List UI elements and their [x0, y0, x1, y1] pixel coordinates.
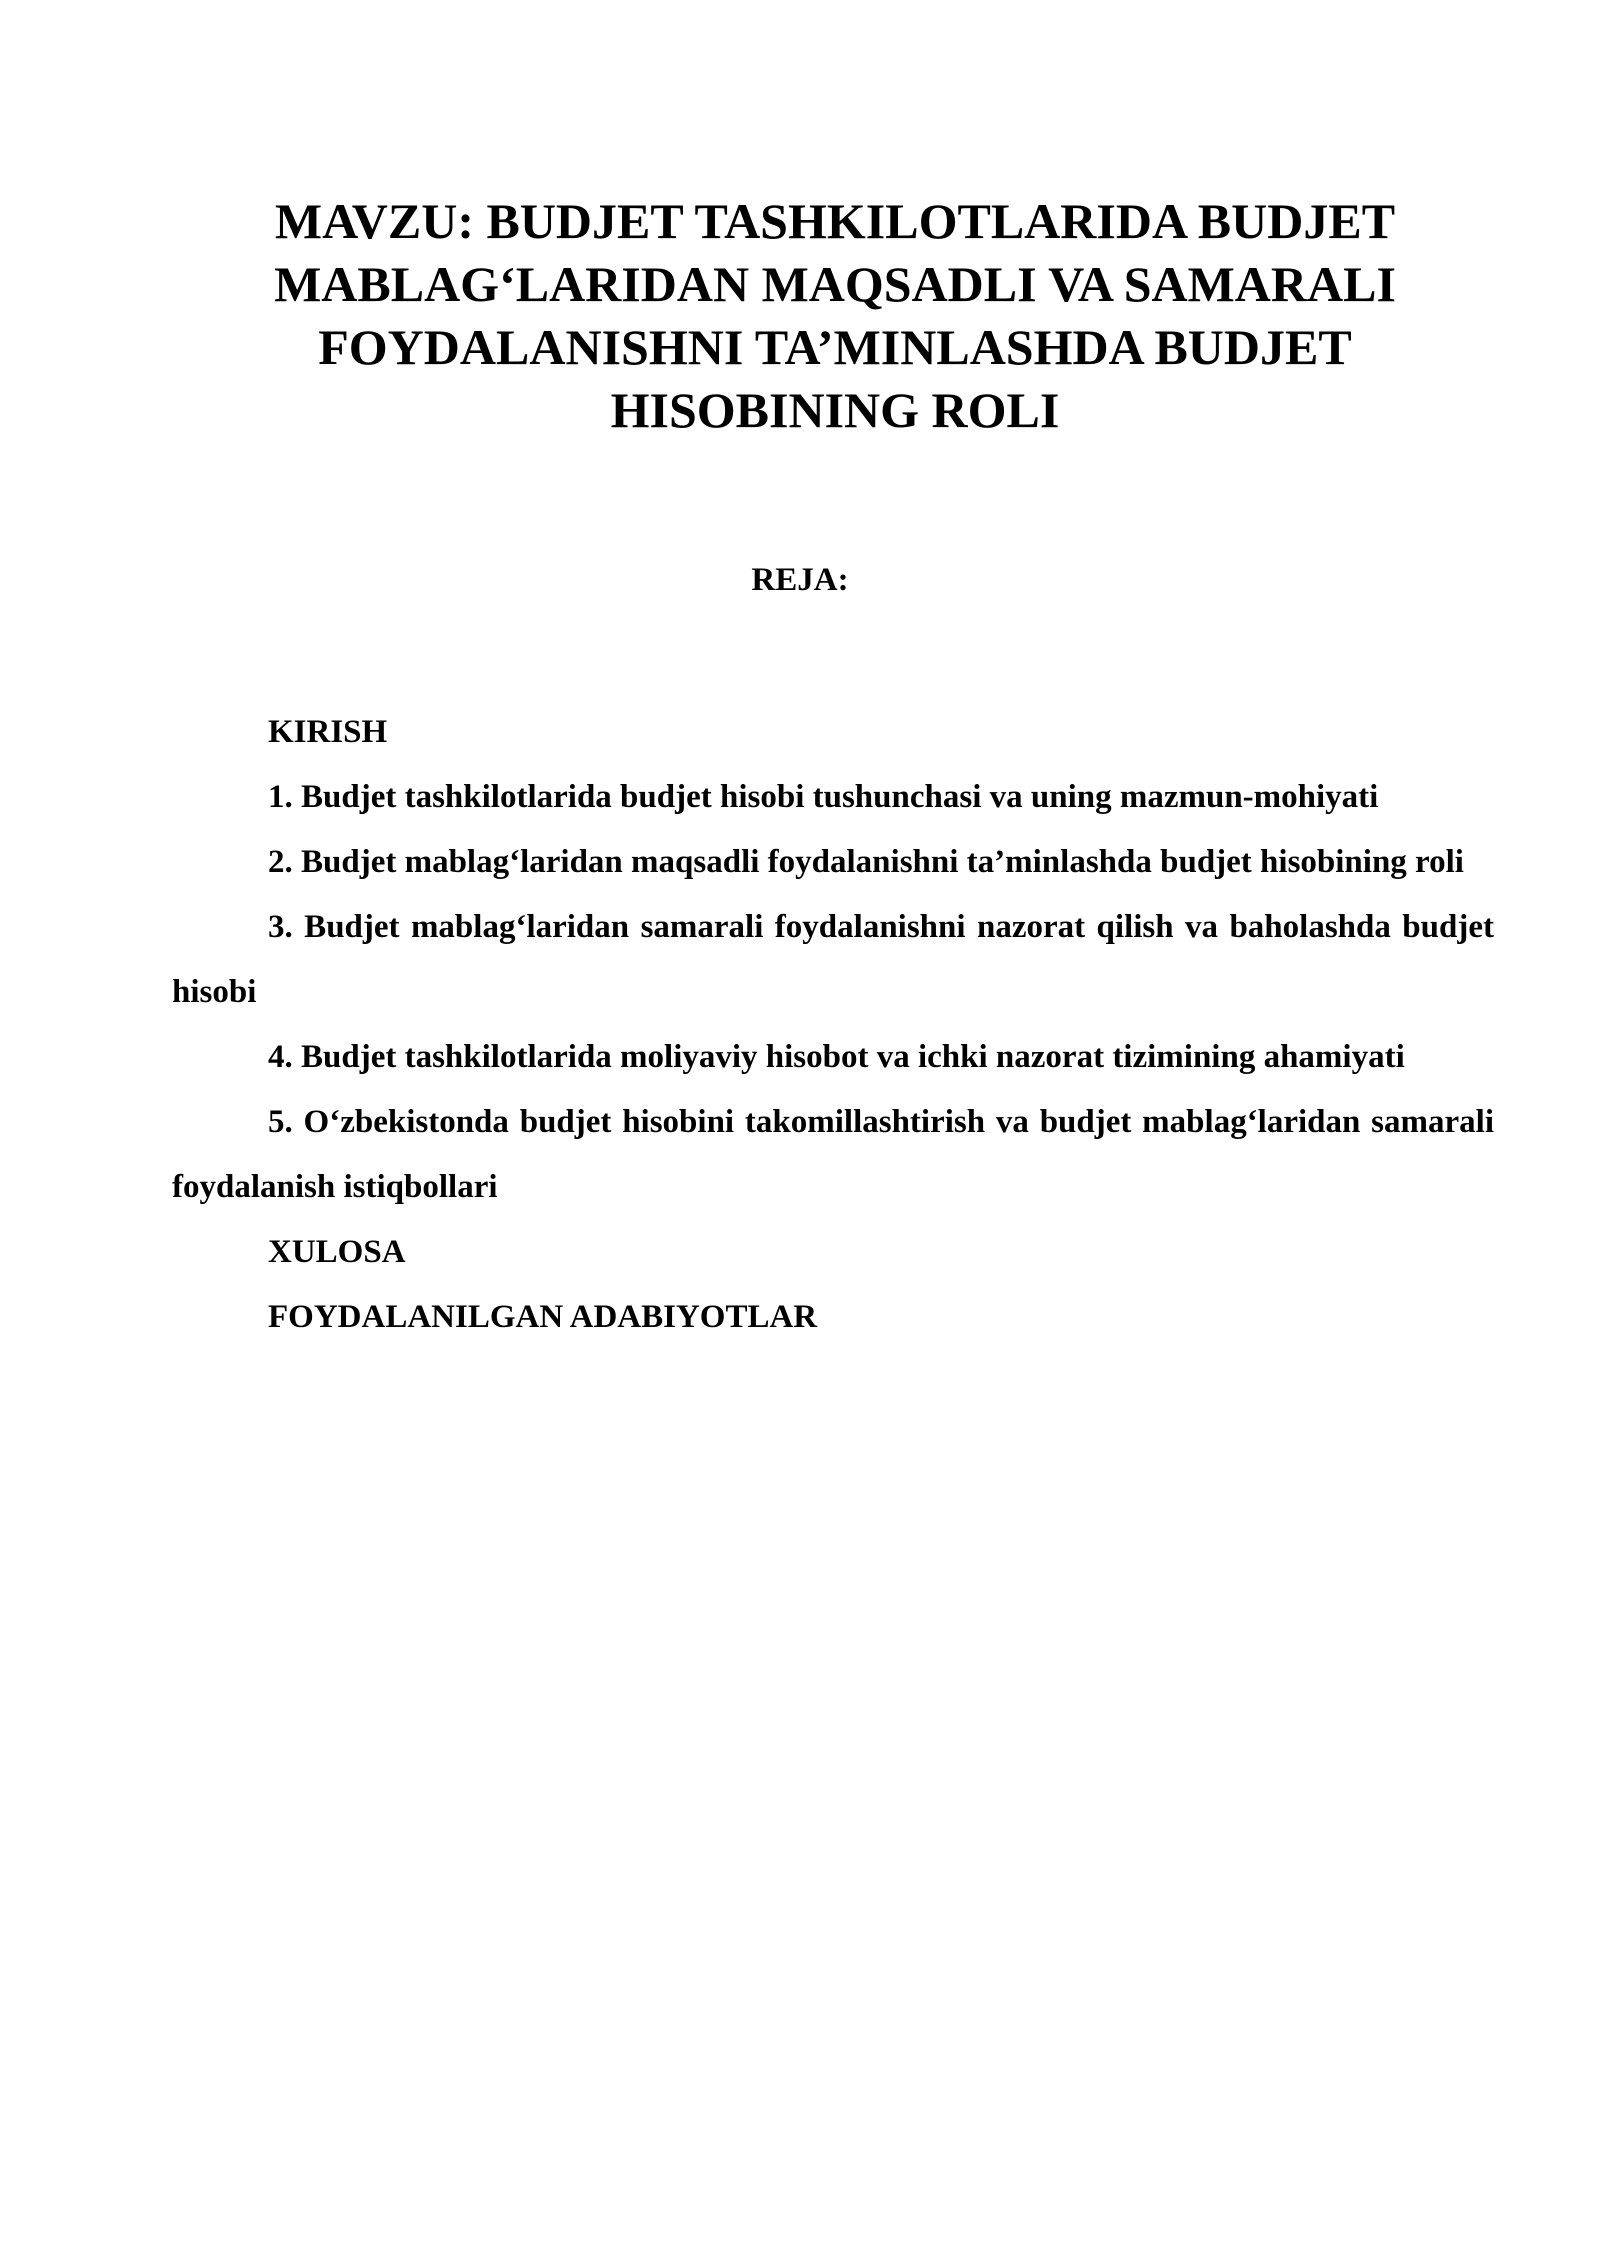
title-line: FOYDALANISHNI TA’MINLASHDA BUDJET: [318, 319, 1352, 375]
plan-intro: KIRISH: [268, 714, 388, 750]
plan-heading: REJA:: [751, 562, 849, 598]
plan-item: 5. O‘zbekistonda budjet hisobini takomillashtirish va budjet mablag‘laridan samarali foydalanish istiqbollari: [172, 1104, 1494, 1205]
title-line: HISOBINING ROLI: [610, 382, 1060, 438]
plan-item: 1. Budjet tashkilotlarida budjet hisobi tushunchasi va uning mazmun-mohiyati: [268, 779, 1379, 815]
plan-list: [172, 700, 1494, 1350]
title-line: MABLAG‘LARIDAN MAQSADLI VA SAMARALI: [274, 256, 1396, 312]
document-title: [170, 190, 1500, 442]
plan-references: FOYDALANILGAN ADABIYOTLAR: [268, 1299, 818, 1335]
plan-conclusion: XULOSA: [268, 1234, 406, 1270]
title-line: MAVZU: BUDJET TASHKILOTLARIDA BUDJET: [274, 193, 1396, 249]
plan-item: 4. Budjet tashkilotlarida moliyaviy hisobot va ichki nazorat tizimining ahamiyati: [268, 1039, 1405, 1075]
plan-item: 3. Budjet mablag‘laridan samarali foydalanishni nazorat qilish va baholashda budjet hisobi: [172, 909, 1494, 1010]
plan-item: 2. Budjet mablag‘laridan maqsadli foydalanishni ta’minlashda budjet hisobining roli: [268, 844, 1464, 880]
